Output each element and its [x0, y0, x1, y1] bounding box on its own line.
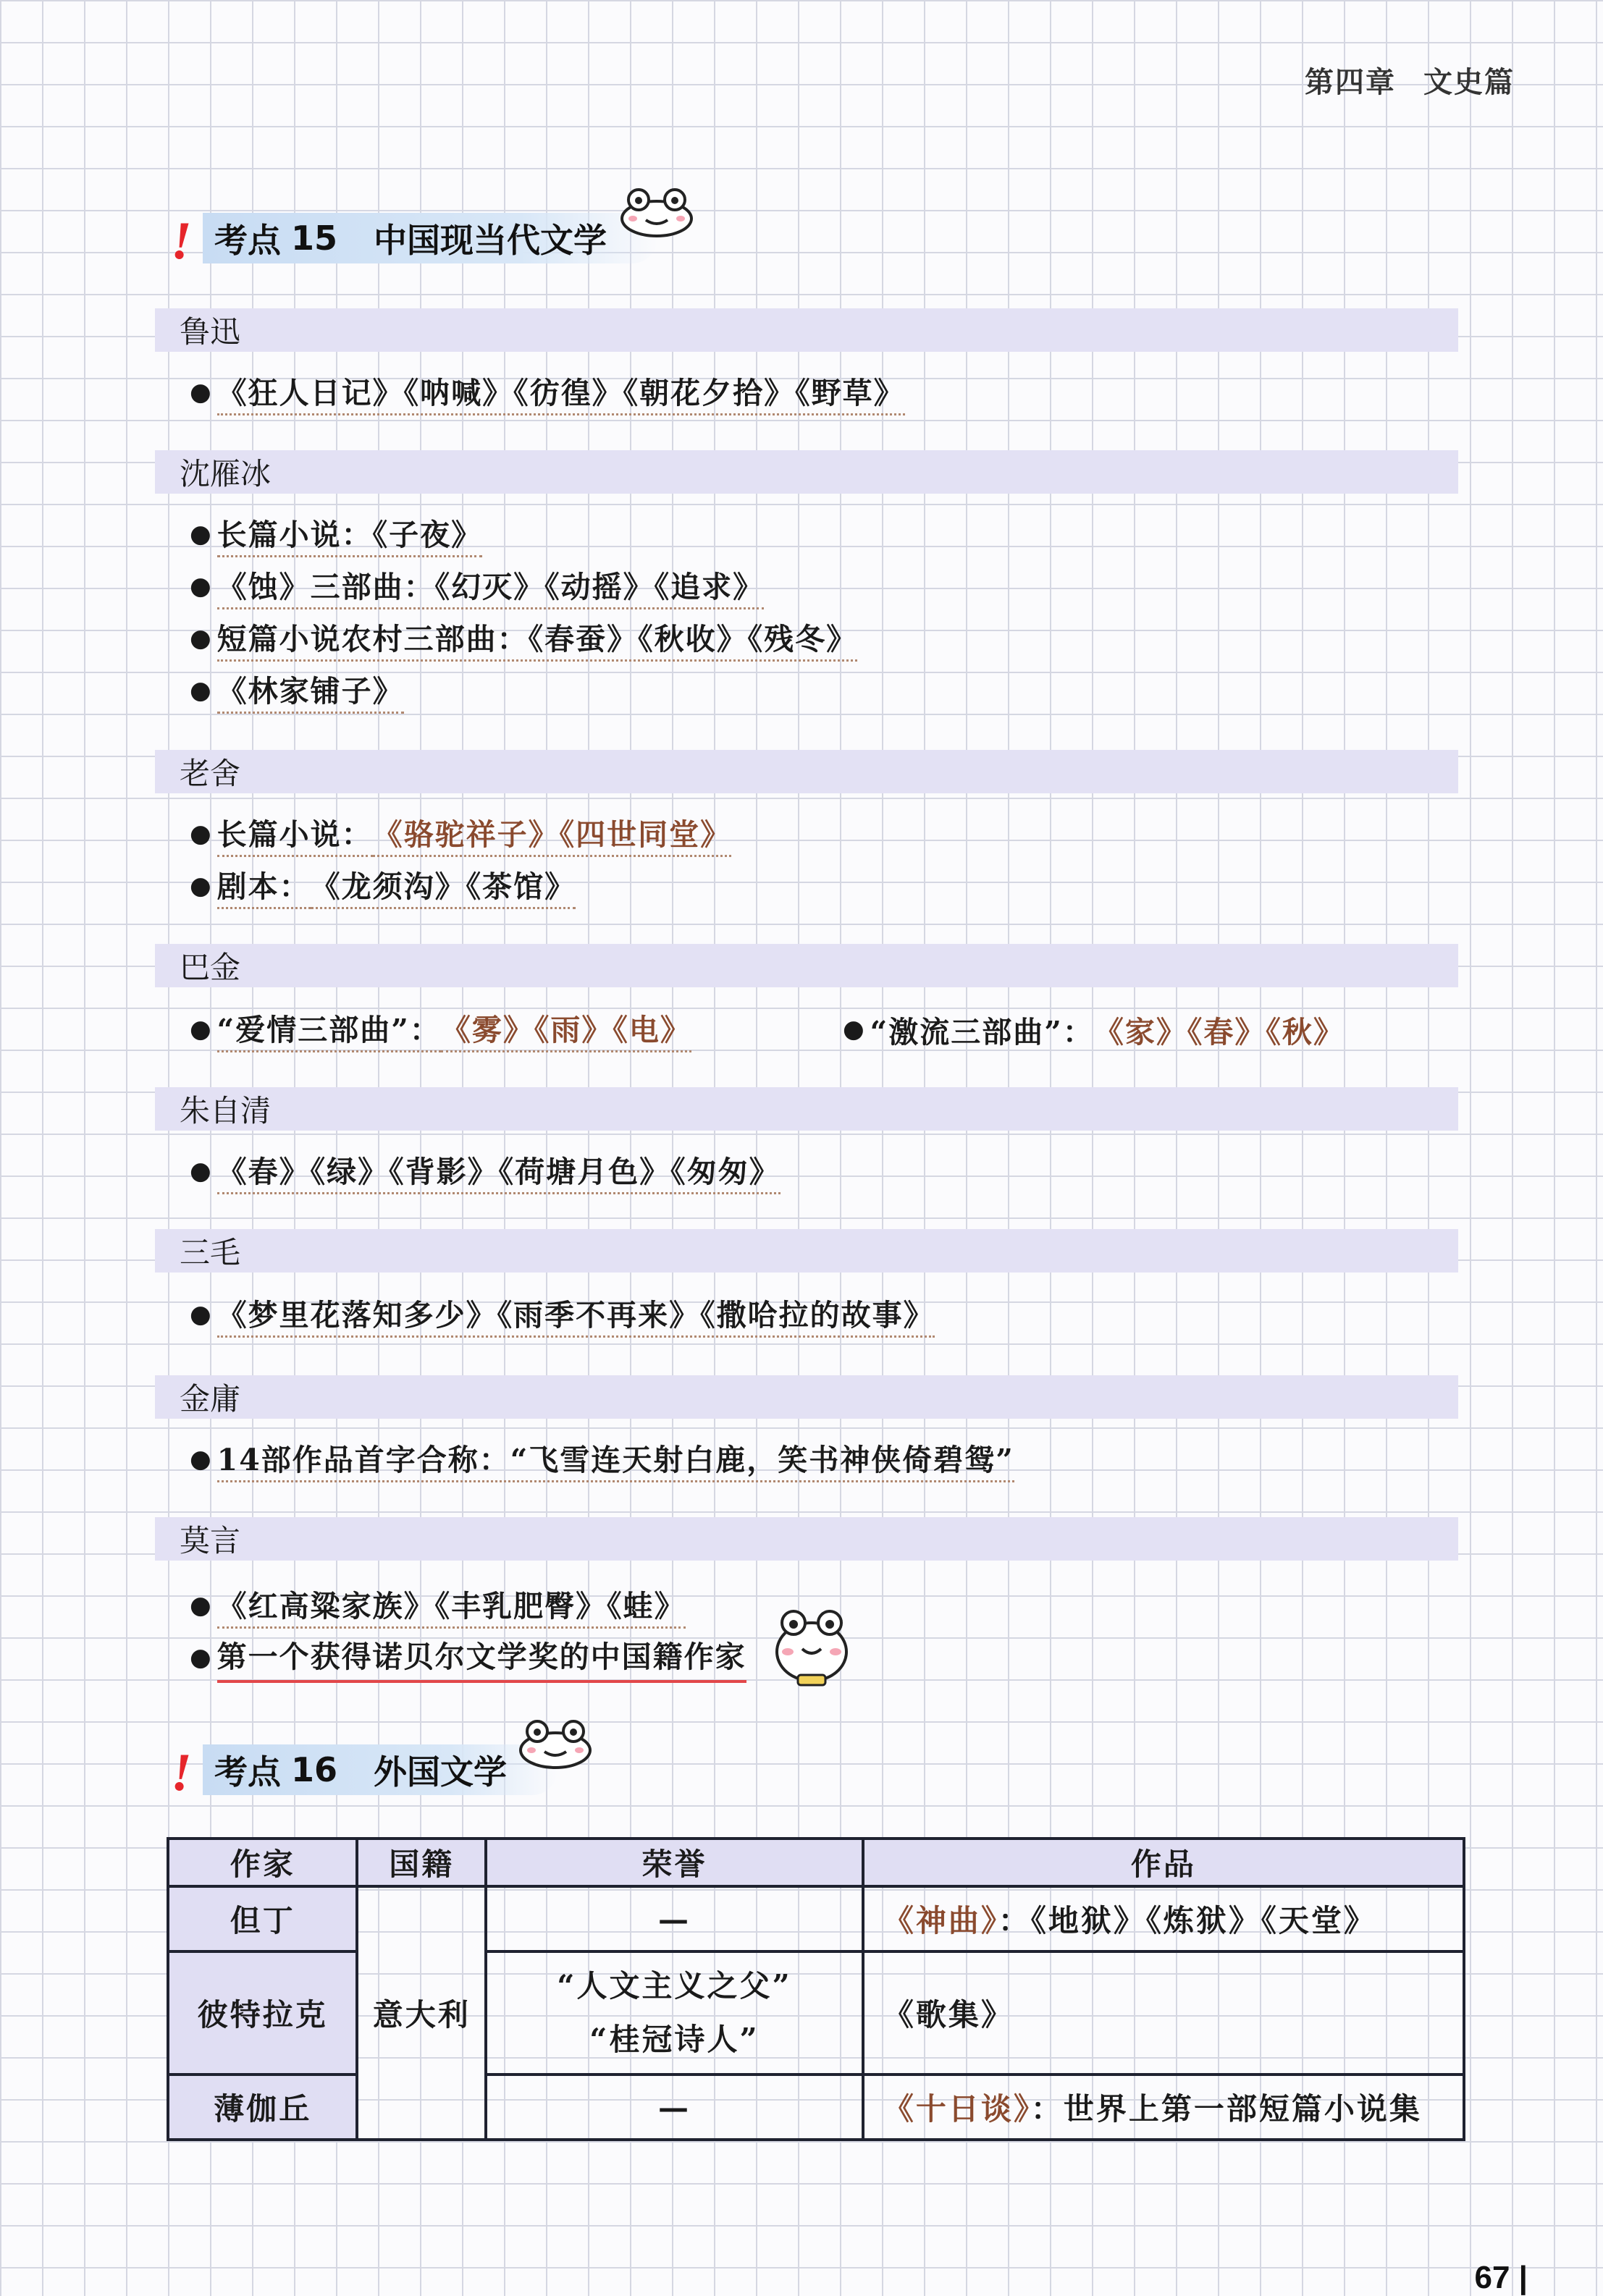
works-text: 长篇小说：《子夜》 [217, 511, 483, 557]
topic-16-title: 外国文学 [374, 1752, 508, 1791]
honor-cell [486, 1951, 863, 2075]
section-bar-jinyong [155, 1375, 1458, 1419]
table-header-row [168, 1839, 1464, 1886]
section-bar-sanmao [155, 1229, 1458, 1272]
table-row [168, 1886, 1464, 1951]
list-item [190, 371, 905, 414]
topic-16-number: 16 [291, 1750, 338, 1789]
list-item [190, 812, 731, 856]
bullet-icon: ● [190, 1157, 213, 1186]
list-item [190, 1149, 781, 1193]
foreign-literature-table [167, 1837, 1465, 2141]
author-name: 老舍 [180, 756, 241, 791]
author-name: 巴金 [180, 950, 241, 985]
page-number: 67 | [1474, 2260, 1528, 2295]
bullet-icon: ● [190, 1300, 213, 1329]
author-name: 莫言 [180, 1523, 241, 1558]
works-text: 《梦里花落知多少》《雨季不再来》《撒哈拉的故事》 [217, 1291, 935, 1338]
frog-mascot-icon [769, 1604, 854, 1692]
topic-15-label: 考点 [214, 221, 281, 260]
honor-line: “桂冠诗人” [589, 2022, 760, 2057]
exclamation-icon: ! [171, 211, 192, 271]
bullet-icon: ● [190, 1445, 213, 1474]
works-cell: 《歌集》 [863, 1951, 1464, 2075]
works-text: 14部作品首字合称：“飞雪连天射白鹿，笑书神侠倚碧鸳” [217, 1436, 1014, 1482]
section-bar-moyan [155, 1517, 1458, 1561]
topic-15-title: 中国现当代文学 [374, 221, 607, 260]
works-title: 《十日谈》 [883, 2091, 1031, 2127]
honor-cell: — [486, 1886, 863, 1951]
list-item [190, 864, 576, 908]
works-text: 《蚀》三部曲：《幻灭》《动摇》《追求》 [217, 563, 765, 609]
running-head-part: 文史篇 [1423, 65, 1515, 99]
prefix-text: 剧本： [217, 863, 311, 909]
list-item [190, 512, 482, 556]
author-name: 朱自清 [180, 1093, 272, 1128]
running-head [1305, 59, 1515, 101]
prefix-text: 长篇小说： [217, 811, 373, 857]
bullet-icon: ● [190, 378, 213, 407]
col-header-nationality: 国籍 [357, 1839, 486, 1886]
author-name: 金庸 [180, 1381, 241, 1417]
section-bar-shenyanbing [155, 450, 1458, 494]
bullet-icon: ● [190, 572, 213, 601]
list-item [190, 565, 764, 608]
works-text: 《家》《春》《秋》 [1093, 1014, 1345, 1050]
col-header-works: 作品 [863, 1839, 1464, 1886]
author-name: 沈雁冰 [180, 456, 272, 491]
works-text: 《龙须沟》《茶馆》 [311, 863, 576, 909]
highlight-text: 第一个获得诺贝尔文学奖的中国籍作家 [217, 1633, 746, 1683]
author-name: 鲁迅 [180, 314, 241, 350]
list-item [190, 1293, 935, 1336]
col-header-honor: 荣誉 [486, 1839, 863, 1886]
topic-15-pill [203, 213, 657, 263]
prefix-text: “爱情三部曲”： [217, 1006, 441, 1052]
writer-cell: 薄伽丘 [168, 2075, 357, 2140]
works-detail: ：世界上第一部短篇小说集 [1030, 2091, 1422, 2127]
section-bar-luxun [155, 308, 1458, 352]
bullet-icon: ● [190, 624, 213, 653]
bullet-icon: ● [190, 520, 213, 549]
works-text: 《春》《绿》《背影》《荷塘月色》《匆匆》 [217, 1148, 781, 1194]
author-name: 三毛 [180, 1235, 241, 1270]
works-text: 《红高粱家族》《丰乳肥臀》《蛙》 [217, 1582, 686, 1629]
exclamation-icon: ! [171, 1743, 192, 1802]
nationality-cell: 意大利 [357, 1886, 486, 2140]
list-item [190, 1008, 691, 1051]
bullet-icon: ● [190, 676, 213, 705]
frog-icon [617, 182, 697, 239]
list-item [190, 1438, 1014, 1481]
prefix-text: “激流三部曲”： [870, 1014, 1094, 1050]
works-text: 《林家铺子》 [217, 667, 404, 714]
section-bar-bajin [155, 944, 1458, 987]
works-detail: ：《地狱》《炼狱》《天堂》 [998, 1903, 1376, 1938]
writer-cell: 但丁 [168, 1886, 357, 1951]
honor-line: “人文主义之父” [557, 1968, 792, 2004]
works-text: 短篇小说农村三部曲：《春蚕》《秋收》《残冬》 [217, 615, 858, 662]
writer-cell: 彼特拉克 [168, 1951, 357, 2075]
page-number-value: 67 [1474, 2260, 1510, 2295]
list-item [190, 1636, 746, 1679]
list-item [190, 1584, 686, 1627]
works-cell [863, 1886, 1464, 1951]
works-title: 《神曲》 [883, 1903, 998, 1938]
bullet-icon: ● [190, 1643, 213, 1672]
topic-16-pill [203, 1744, 558, 1795]
running-head-chapter: 第四章 [1305, 65, 1396, 99]
list-item [190, 669, 404, 712]
works-text: 《骆驼祥子》《四世同堂》 [373, 811, 732, 857]
bullet-icon: ● [190, 871, 213, 900]
works-text: 《狂人日记》《呐喊》《彷徨》《朝花夕拾》《野草》 [217, 369, 905, 415]
list-item [190, 617, 857, 660]
col-header-writer: 作家 [168, 1839, 357, 1886]
topic-16-label: 考点 [214, 1752, 281, 1791]
works-text: 《雾》《雨》《电》 [441, 1006, 691, 1052]
bullet-icon: ● [190, 819, 213, 848]
works-cell [863, 2075, 1464, 2140]
bullet-icon: ● [190, 1015, 213, 1044]
section-bar-zhuziqing [155, 1087, 1458, 1131]
bullet-icon: ● [190, 1591, 213, 1620]
frog-icon [516, 1714, 595, 1770]
topic-15-number: 15 [291, 219, 338, 258]
list-item [843, 1008, 1345, 1051]
section-bar-laoshe [155, 750, 1458, 793]
bullet-icon: ● [843, 1015, 866, 1044]
honor-cell: — [486, 2075, 863, 2140]
